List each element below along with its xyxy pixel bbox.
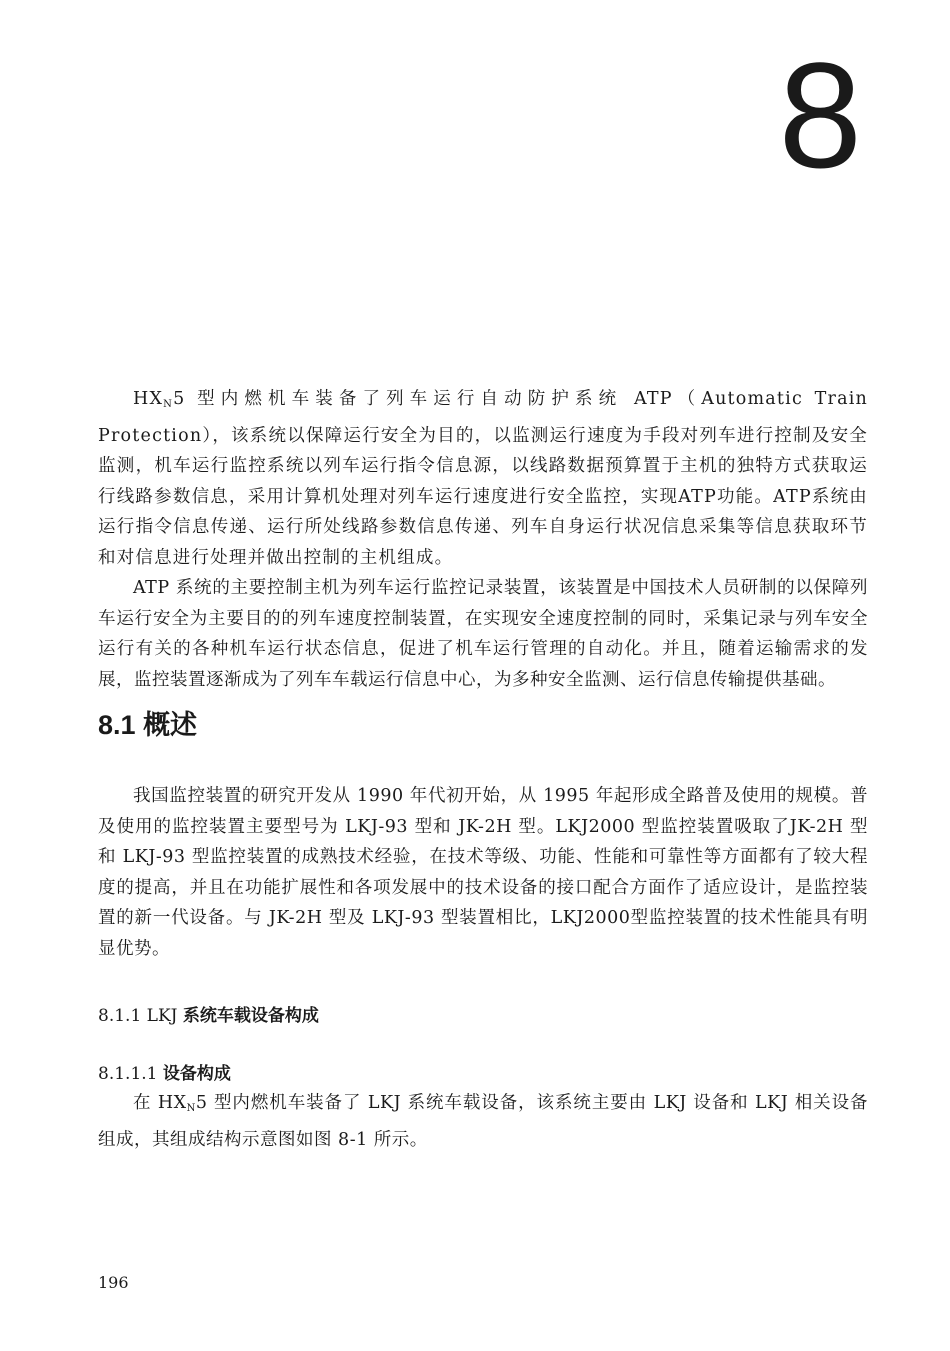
page-number: 196: [98, 1273, 129, 1292]
chapter-number: 8: [778, 31, 862, 199]
section-paragraph: 我国监控装置的研究开发从 1990 年代初开始，从 1995 年起形成全路普及使用的规模。普及使用的监控装置主要型号为 LKJ-93 型和 JK-2H 型。LKJ2000 型监控装置吸取了JK-2H 型和 LKJ-93 型监控装置的成熟技术经验，在技术等级、功能、性能和可靠性等方面都有了较大程度的提高，并且在功能扩展性和各项发展中的技术设备的接口配合方面作了适应设计，是监控装置的新一代设备。与 JK-2H 型及 LKJ-93 型装置相比，LKJ2000型监控装置的技术性能具有明显优势。: [98, 786, 868, 959]
subsection-heading: 8.1.1 LKJ 系统车载设备构成: [98, 1006, 319, 1026]
intro-paragraph-2: ATP 系统的主要控制主机为列车运行监控记录装置，该装置是中国技术人员研制的以保障列车运行安全为主要目的的列车速度控制装置，在实现安全速度控制的同时，采集记录与列车安全运行有关的各种机车运行状态信息，促进了机车运行管理的自动化。并且，随着运输需求的发展，监控装置逐渐成为了列车车载运行信息中心，为多种安全监测、运行信息传输提供基础。: [98, 578, 868, 690]
section-body: [98, 781, 868, 964]
intro-paragraph-1: $HX_N5$ 型内燃机车装备了列车运行自动防护系统 ATP（Automatic Train Protection），该系统以保障运行安全为目的，以监测运行速度为手段对列车进行控制及安全监测，机车运行监控系统以列车运行指令信息源，以线路数据预算置于主机的独特方式获取运行线路参数信息，采用计算机处理对列车运行速度进行安全监控，实现ATP功能。ATP系统由运行指令信息传递、运行所处线路参数信息传递、列车自身运行状况信息采集等信息获取环节和对信息进行处理并做出控制的主机组成。: [98, 389, 868, 568]
intro-text: [98, 384, 868, 695]
page-body: [98, 384, 868, 1155]
section-heading: 8.1 概述: [98, 710, 198, 740]
subsubsection-heading: 8.1.1.1 设备构成: [98, 1064, 231, 1084]
subsubsection-paragraph: 在 $HX_N5$ 型内燃机车装备了 LKJ 系统车载设备，该系统主要由 LKJ 设备和 LKJ 相关设备组成，其组成结构示意图如图 8-1 所示。: [98, 1093, 868, 1150]
